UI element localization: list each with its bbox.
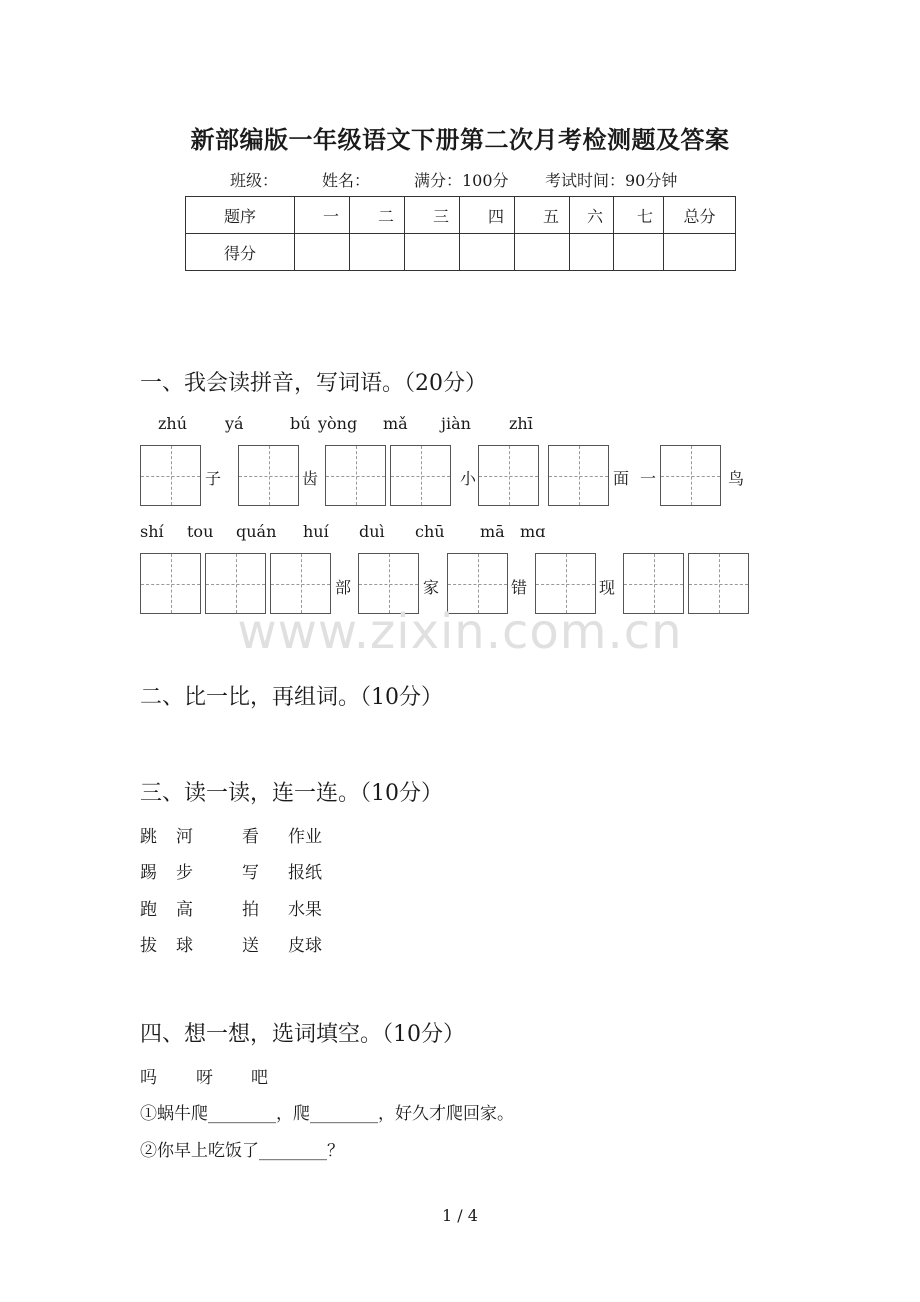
page-title: 新部编版一年级语文下册第二次月考检测题及答案 <box>190 125 730 154</box>
score-cell-3: 三 <box>405 197 460 234</box>
option-word: 吗 <box>140 1068 157 1088</box>
writing-box[interactable] <box>238 445 299 506</box>
writing-box[interactable] <box>478 445 539 506</box>
pinyin: quán <box>236 522 277 541</box>
question-2[interactable]: ②你早上吃饭了________？ <box>140 1141 344 1161</box>
score-table-header-row <box>186 197 736 234</box>
pinyin: bú <box>290 414 311 433</box>
name-label: 姓名： <box>322 171 371 190</box>
score-cell-4: 四 <box>460 197 515 234</box>
pinyin: mɑ <box>520 522 546 541</box>
pinyin: yá <box>225 414 244 433</box>
option-word: 呀 <box>196 1068 213 1088</box>
pinyin: huí <box>303 522 329 541</box>
given-character: 子 <box>205 469 222 488</box>
word[interactable]: 踢 <box>140 863 157 883</box>
word[interactable]: 作业 <box>288 827 322 847</box>
pinyin: jiàn <box>441 414 471 433</box>
word[interactable]: 写 <box>242 863 259 883</box>
given-character: 鸟 <box>728 469 745 488</box>
section1-heading: 一、我会读拼音，写词语。（20分） <box>140 371 487 396</box>
score-blank[interactable] <box>664 234 736 271</box>
option-word: 吧 <box>251 1068 268 1088</box>
pinyin: zhú <box>158 414 188 433</box>
page-number: 1 / 4 <box>442 1206 478 1225</box>
class-label: 班级： <box>230 171 279 190</box>
pinyin: mā <box>480 522 505 541</box>
section2-heading: 二、比一比，再组词。（10分） <box>140 685 443 710</box>
score-blank[interactable] <box>350 234 405 271</box>
pinyin: shí <box>140 522 164 541</box>
word[interactable]: 皮球 <box>288 936 322 956</box>
word[interactable]: 步 <box>176 863 193 883</box>
writing-box[interactable] <box>390 445 451 506</box>
score-table <box>185 196 736 271</box>
pinyin: yòng <box>318 414 358 433</box>
score-cell-7: 七 <box>614 197 664 234</box>
given-character: 一 <box>640 469 657 488</box>
given-character: 家 <box>423 578 440 597</box>
given-character: 面 <box>613 469 630 488</box>
word[interactable]: 河 <box>176 827 193 847</box>
word[interactable]: 报纸 <box>288 863 322 883</box>
section3-heading: 三、读一读，连一连。（10分） <box>140 781 443 806</box>
score-cell-total: 总分 <box>664 197 736 234</box>
writing-box[interactable] <box>325 445 386 506</box>
score-row-label: 得分 <box>186 234 295 271</box>
score-cell-question: 题序 <box>186 197 295 234</box>
given-character: 部 <box>335 578 352 597</box>
writing-box[interactable] <box>548 445 609 506</box>
word[interactable]: 高 <box>176 900 193 920</box>
score-cell-1: 一 <box>295 197 350 234</box>
score-blank[interactable] <box>295 234 350 271</box>
given-character: 现 <box>599 578 616 597</box>
pinyin: chū <box>415 522 445 541</box>
full-score-label: 满分：100分 <box>414 171 509 190</box>
score-blank[interactable] <box>405 234 460 271</box>
question-1[interactable]: ①蜗牛爬________，爬________，好久才爬回家。 <box>140 1104 514 1124</box>
exam-time-label: 考试时间：90分钟 <box>545 171 678 190</box>
word[interactable]: 跑 <box>140 900 157 920</box>
score-cell-5: 五 <box>515 197 570 234</box>
word[interactable]: 送 <box>242 936 259 956</box>
word[interactable]: 球 <box>176 936 193 956</box>
pinyin: tou <box>187 522 214 541</box>
section4-heading: 四、想一想，选词填空。（10分） <box>140 1022 465 1047</box>
given-character: 错 <box>511 578 528 597</box>
pinyin: zhī <box>509 414 533 433</box>
writing-box[interactable] <box>140 445 201 506</box>
word[interactable]: 拍 <box>242 900 259 920</box>
score-cell-6: 六 <box>570 197 614 234</box>
score-blank[interactable] <box>515 234 570 271</box>
score-blank[interactable] <box>614 234 664 271</box>
given-character: 齿 <box>302 469 319 488</box>
watermark: www.zixin.com.cn <box>237 604 683 660</box>
score-table-score-row <box>186 234 736 271</box>
word[interactable]: 跳 <box>140 827 157 847</box>
word[interactable]: 看 <box>242 827 259 847</box>
writing-box[interactable] <box>660 445 721 506</box>
score-cell-2: 二 <box>350 197 405 234</box>
pinyin: duì <box>359 522 385 541</box>
word[interactable]: 拔 <box>140 936 157 956</box>
score-blank[interactable] <box>570 234 614 271</box>
word[interactable]: 水果 <box>288 900 322 920</box>
score-blank[interactable] <box>460 234 515 271</box>
given-character: 小 <box>460 469 477 488</box>
pinyin: mǎ <box>383 414 408 433</box>
